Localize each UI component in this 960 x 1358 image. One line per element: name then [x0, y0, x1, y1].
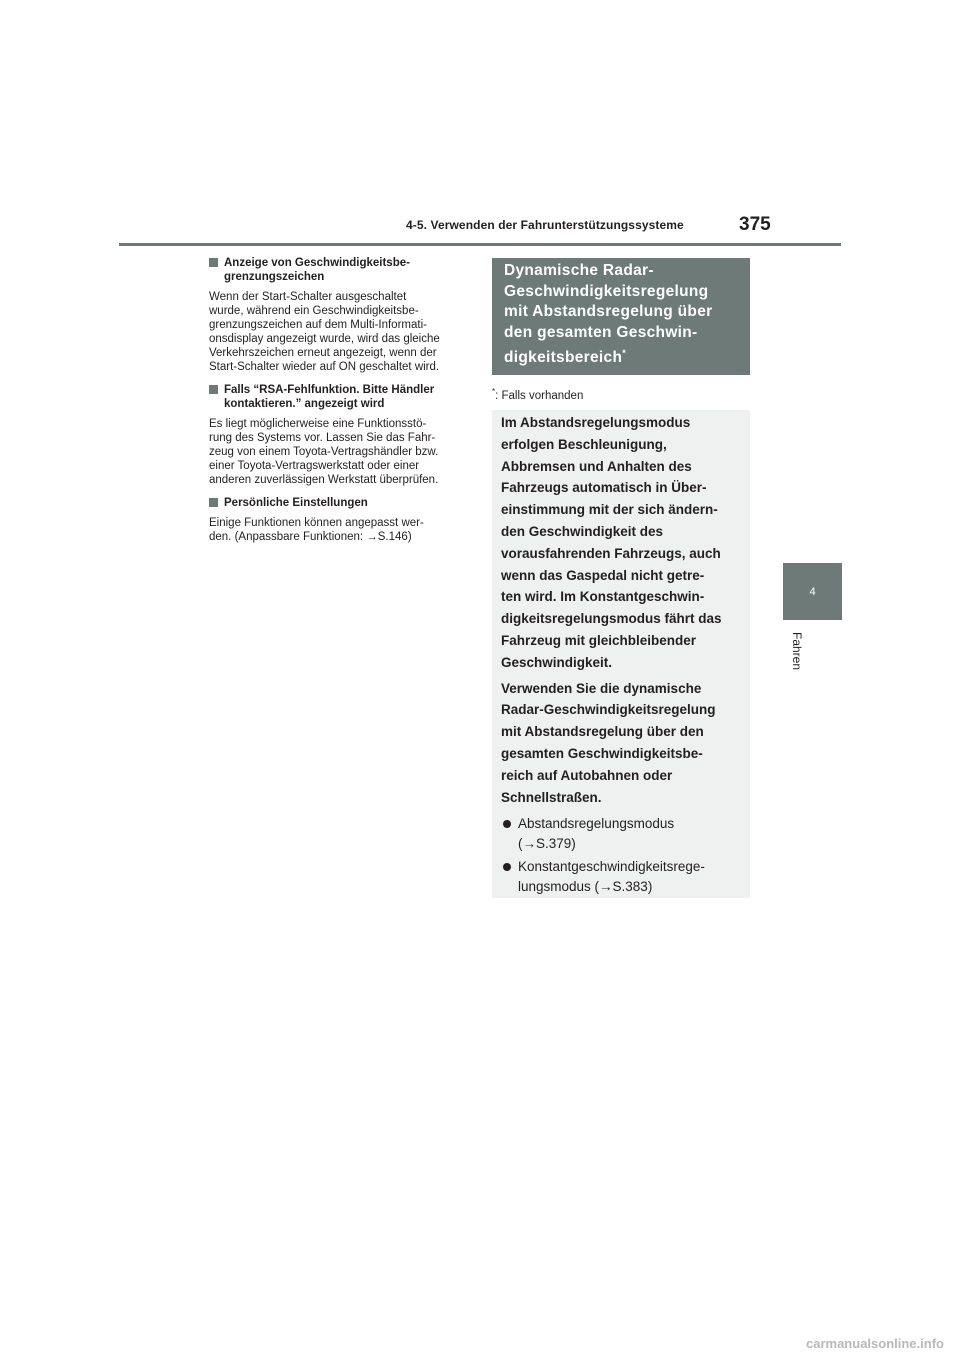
heading-line: kontaktieren.” angezeigt wird [224, 398, 385, 410]
bullet-list [501, 814, 738, 896]
info-line: Schnellstraßen. [501, 789, 602, 805]
bullet-line: Konstantgeschwindigkeitsrege- [518, 859, 705, 875]
chapter-number: 4 [809, 585, 816, 598]
section-heading [209, 256, 471, 284]
info-paragraph [501, 412, 738, 674]
footnote-mark: * [492, 387, 496, 396]
info-line: digkeitsregelungsmodus fährt das [501, 611, 722, 627]
section-body [209, 417, 471, 487]
info-line: reich auf Autobahnen oder [501, 767, 673, 783]
footnote [492, 387, 583, 402]
info-line: Radar-Geschwindigkeitsregelung [501, 702, 716, 718]
info-line: gesamten Geschwindigkeitsbe- [501, 745, 703, 761]
heading-line: Persönliche Einstellungen [224, 497, 368, 509]
body-line: Verkehrszeichen erneut angezeigt, wenn der [209, 347, 437, 359]
chapter-label: Fahren [790, 632, 804, 671]
body-line: einer Toyota-Vertragswerkstatt oder einer [209, 460, 420, 472]
info-line: Fahrzeugs automatisch in Über- [501, 480, 707, 496]
info-line: wenn das Gaspedal nicht getre- [501, 567, 705, 583]
info-box [492, 410, 750, 898]
title-line: Dynamische Radar- [504, 262, 654, 279]
list-item[interactable] [501, 857, 738, 896]
body-line: Wenn der Start-Schalter ausgeschaltet [209, 291, 407, 303]
info-line: Verwenden Sie die dynamische [501, 680, 702, 696]
title-asterisk: * [622, 348, 627, 358]
heading-line: grenzungszeichen [224, 271, 325, 283]
square-bullet-icon [209, 385, 218, 394]
body-line: rung des Systems vor. Lassen Sie das Fahr- [209, 432, 436, 444]
square-bullet-icon [209, 258, 218, 267]
section-body [209, 290, 471, 374]
info-line: mit Abstandsregelung über den [501, 724, 704, 740]
body-line: grenzungszeichen auf dem Multi-Informati- [209, 319, 427, 331]
title-line-text: digkeitsbereich [504, 349, 623, 367]
bullet-dot-icon [503, 863, 511, 871]
body-line[interactable]: den. (Anpassbare Funktionen: →S.146) [209, 531, 412, 543]
watermark: carmanualsonline.info [806, 1336, 944, 1351]
info-line: einstimmung mit der sich ändern- [501, 502, 718, 518]
section-heading [209, 383, 471, 411]
section-heading [209, 496, 471, 510]
heading-line: Anzeige von Geschwindigkeitsbe- [224, 257, 410, 269]
body-line: wurde, während ein Geschwindigkeitsbe- [209, 305, 419, 317]
list-item[interactable] [501, 814, 738, 853]
info-paragraph [501, 678, 738, 809]
info-line: Fahrzeug mit gleichbleibender [501, 632, 697, 648]
body-line: Einige Funktionen können angepasst wer- [209, 517, 424, 529]
footnote-text: : Falls vorhanden [495, 389, 584, 402]
bullet-dot-icon [503, 820, 511, 828]
header-divider [119, 243, 841, 246]
section-title-box [492, 258, 750, 375]
body-line: Start-Schalter wieder auf ON geschaltet wird. [209, 361, 440, 373]
info-line: Abbremsen und Anhalten des [501, 458, 692, 474]
page-number: 375 [739, 214, 771, 235]
title-line: Geschwindigkeitsregelung [504, 282, 709, 300]
title-line [504, 343, 740, 369]
chapter-tab[interactable] [783, 563, 842, 620]
body-line: Es liegt möglicherweise eine Funktionsstö- [209, 418, 427, 430]
info-line: den Geschwindigkeit des [501, 523, 664, 539]
body-line: zeug von einem Toyota-Vertragshändler bzw. [209, 446, 439, 458]
title-line: mit Abstandsregelung über [504, 303, 713, 320]
square-bullet-icon [209, 498, 218, 507]
info-line: ten wird. Im Konstantgeschwin- [501, 589, 705, 605]
info-line: Geschwindigkeit. [501, 654, 613, 670]
body-line: anderen zuverlässigen Werkstatt überprüfen. [209, 474, 439, 486]
body-line: onsdisplay angezeigt wurde, wird das gleiche [209, 333, 440, 345]
info-line: erfolgen Beschleunigung, [501, 436, 667, 452]
section-body [209, 516, 471, 544]
title-line: den gesamten Geschwin- [504, 323, 698, 341]
heading-line: Falls “RSA-Fehlfunktion. Bitte Händler [224, 384, 435, 396]
left-column [209, 256, 471, 553]
bullet-line: (→S.379) [518, 835, 576, 851]
bullet-line: Abstandsregelungsmodus [518, 816, 675, 832]
section-header-title: 4-5. Verwenden der Fahrunterstützungssysteme [406, 218, 684, 232]
bullet-line: lungsmodus (→S.383) [518, 878, 653, 894]
info-line: Im Abstandsregelungsmodus [501, 415, 691, 430]
info-line: vorausfahrenden Fahrzeugs, auch [501, 545, 721, 561]
